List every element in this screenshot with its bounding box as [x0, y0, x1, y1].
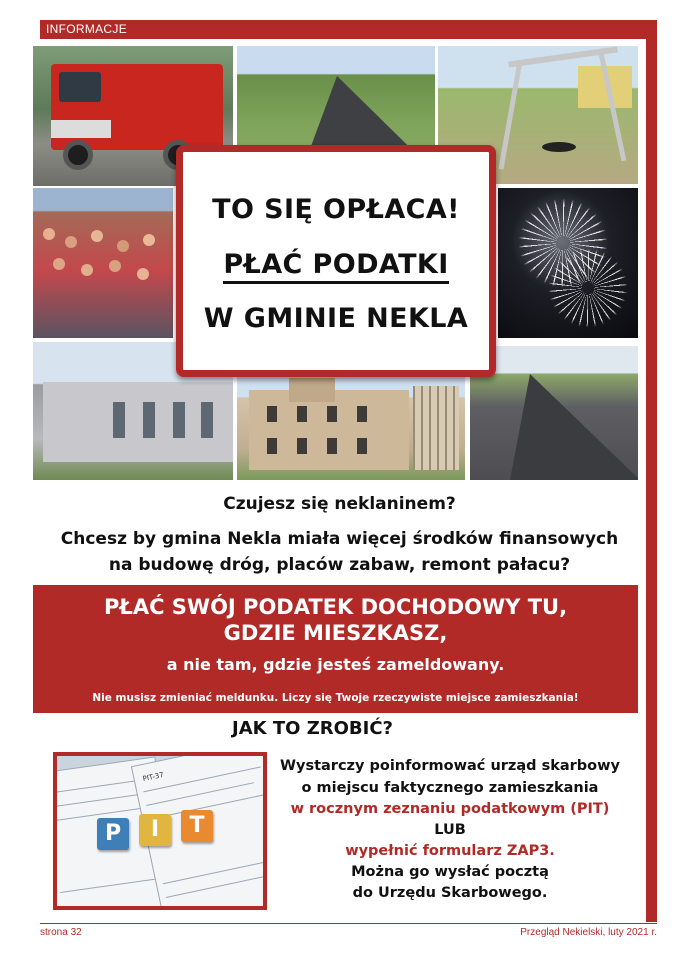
form-line — [166, 874, 267, 898]
banner-note: Nie musisz zmieniać meldunku. Liczy się Twoje rzeczywiste miejsce zamieszkania! — [92, 692, 579, 704]
section-label: INFORMACJE — [46, 22, 127, 36]
banner-line-3: a nie tam, gdzie jesteś zameldowany. — [166, 655, 505, 674]
cyclists-crowd-photo — [33, 188, 173, 338]
page-edge-stripe — [646, 20, 657, 922]
how-to-title: JAK TO ZROBIĆ? — [232, 718, 393, 739]
person — [65, 236, 77, 248]
form-line — [60, 879, 155, 893]
scaffolding — [413, 386, 459, 470]
question-resident: Czujesz się neklaninem? — [223, 494, 456, 514]
hall-window — [113, 402, 125, 438]
form-line — [53, 794, 138, 808]
palace-building — [249, 390, 409, 470]
pit-form-image — [53, 752, 267, 910]
form-title: PIT-37 — [141, 770, 165, 784]
firework-burst — [548, 248, 628, 328]
instruction-line: Wystarczy poinformować urząd skarbowy — [280, 758, 620, 774]
palace-window — [297, 406, 307, 422]
swing-leg — [498, 60, 522, 169]
road-surface — [510, 374, 638, 480]
publication-issue: Przegląd Nekielski, luty 2021 r. — [520, 927, 657, 938]
fireworks-photo — [498, 188, 638, 338]
hall-window — [173, 402, 185, 438]
person — [143, 234, 155, 246]
banner-line-2: GDZIE MIESZKASZ, — [223, 621, 448, 645]
question-funds-line-1: Chcesz by gmina Nekla miała więcej środków finansowych — [60, 529, 619, 549]
truck-wheel — [63, 140, 93, 170]
hall-window — [201, 402, 213, 438]
form-line — [53, 779, 145, 794]
headline-line-2-text: PŁAĆ PODATKI — [223, 249, 448, 284]
palace-window — [267, 406, 277, 422]
palace-window — [357, 438, 367, 454]
letter-block-t: T — [181, 810, 213, 842]
person — [109, 260, 121, 272]
person — [91, 230, 103, 242]
section-header-bar — [40, 20, 657, 39]
form-line — [146, 782, 254, 806]
page-number: strona 32 — [40, 927, 82, 938]
swing-seat — [542, 142, 576, 152]
headline-box — [176, 145, 496, 377]
palace-photo — [237, 376, 465, 480]
person — [43, 228, 55, 240]
letter-block-i: I — [139, 814, 171, 846]
headline-line-1: TO SIĘ OPŁACA! — [212, 194, 460, 225]
letter-block-p: P — [97, 818, 129, 850]
instruction-line-highlight: w rocznym zeznaniu podatkowym (PIT) — [290, 801, 610, 817]
person — [137, 268, 149, 280]
instruction-line-highlight: wypełnić formularz ZAP3. — [345, 843, 555, 859]
hall-window — [143, 402, 155, 438]
person — [81, 264, 93, 276]
banner-line-1: PŁAĆ SWÓJ PODATEK DOCHODOWY TU, — [103, 595, 568, 619]
instruction-line: do Urzędu Skarbowego. — [352, 885, 548, 901]
instruction-line: Można go wysłać pocztą — [351, 864, 549, 880]
palace-window — [297, 438, 307, 454]
call-to-action-banner — [33, 585, 638, 713]
truck-window — [59, 72, 101, 102]
palace-tower — [289, 378, 335, 402]
form-line — [163, 858, 267, 884]
headline-line-3: W GMINIE NEKLA — [203, 303, 469, 334]
palace-window — [267, 438, 277, 454]
person — [53, 258, 65, 270]
person — [117, 240, 129, 252]
footer-divider — [40, 923, 657, 924]
headline-line-2 — [183, 249, 489, 280]
instruction-or: LUB — [434, 822, 466, 838]
question-funds-line-2: na budowę dróg, placów zabaw, remont pałacu? — [108, 555, 571, 575]
palace-window — [327, 438, 337, 454]
instruction-line: o miejscu faktycznego zamieszkania — [301, 780, 599, 796]
palace-window — [357, 406, 367, 422]
palace-window — [327, 406, 337, 422]
truck-grille — [51, 120, 111, 138]
